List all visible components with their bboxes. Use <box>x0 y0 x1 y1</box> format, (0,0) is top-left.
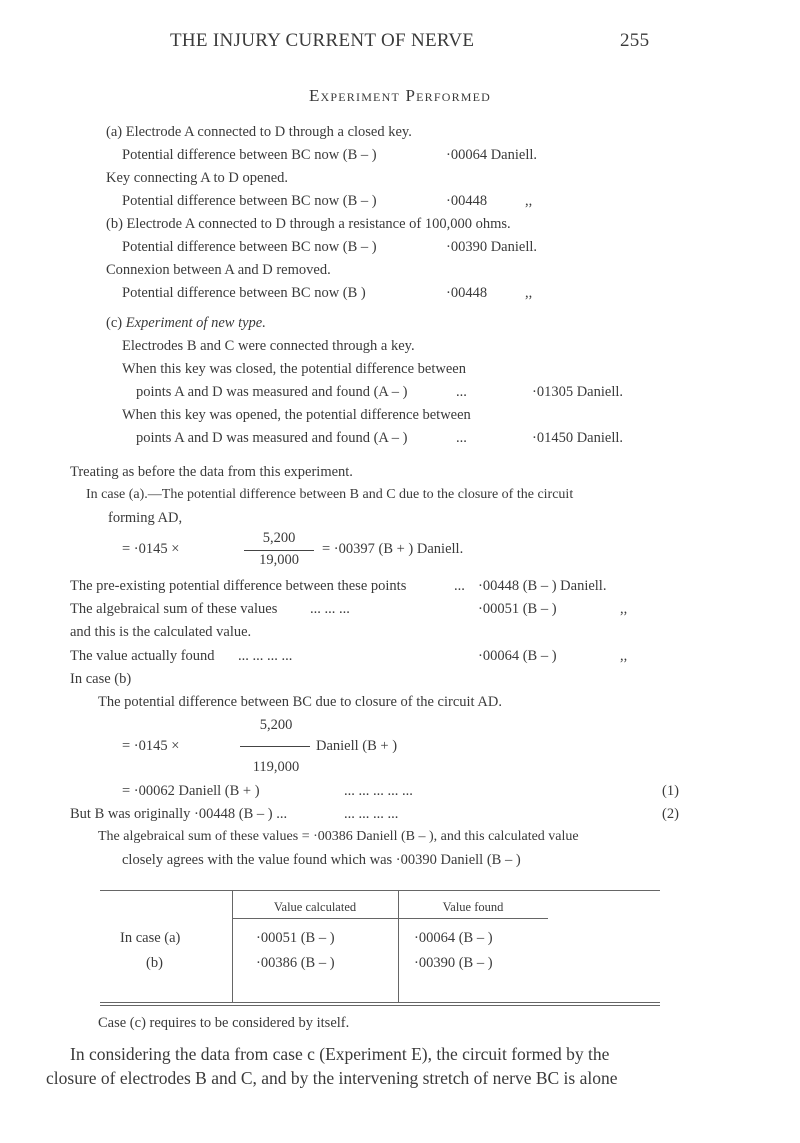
case-b-heading: (b) Electrode A connected to D through a resistance of 100,000 ohms. <box>106 216 511 232</box>
table-header: Value found <box>442 900 504 914</box>
ditto-mark: ,, <box>620 648 628 664</box>
case-b-line: Connexion between A and D removed. <box>106 262 331 278</box>
case-c-title: Experiment of new type. <box>125 315 266 331</box>
table-row-label: (b) <box>146 955 163 971</box>
algebraic-value: ·00051 (B – ) <box>478 601 557 617</box>
case-b-value: ·00448 <box>446 285 488 301</box>
fraction-bar <box>240 746 310 747</box>
table-bottom-rule <box>100 1005 660 1006</box>
case-a-value: ·00064 Daniell. <box>446 147 538 163</box>
running-title: THE INJURY CURRENT OF NERVE <box>170 30 475 51</box>
sum-line: closely agrees with the value found which was ·00390 Daniell (B – ) <box>122 852 521 868</box>
page-number: 255 <box>620 30 650 51</box>
table-cell: ·00064 (B – ) <box>414 930 493 946</box>
closing-line: closure of electrodes B and C, and by the intervening stretch of nerve BC is alone <box>46 1068 618 1088</box>
fraction-denominator: 19,000 <box>259 552 299 568</box>
leader-dots: ... ... ... ... <box>238 648 293 664</box>
table-cell: ·00390 (B – ) <box>414 955 493 971</box>
equation-ref: (2) <box>662 806 679 822</box>
ditto-mark: ,, <box>525 193 533 209</box>
original-line: But B was originally ·00448 (B – ) ... <box>70 806 288 822</box>
equation-right: Daniell (B + ) <box>316 738 398 754</box>
table-cell: ·00051 (B – ) <box>256 930 335 946</box>
fraction-bar <box>244 550 314 551</box>
treating-line: In case (a).—The potential difference between B and C due to the closure of the circuit <box>86 487 574 502</box>
table-header-rule <box>232 918 548 919</box>
equation-right: = ·00397 (B + ) Daniell. <box>322 541 464 557</box>
leader-dots: ... <box>456 384 467 400</box>
case-b-line: Potential difference between BC now (B – ) <box>122 239 377 255</box>
case-c-label: (c) <box>106 315 123 331</box>
ditto-mark: ,, <box>525 285 533 301</box>
actual-line: The value actually found <box>70 648 215 664</box>
fraction-numerator: 5,200 <box>262 530 296 546</box>
ditto-mark: ,, <box>620 601 628 617</box>
case-a-line: Potential difference between BC now (B – ) <box>122 147 377 163</box>
fraction-numerator: 5,200 <box>259 717 293 733</box>
case-c-heading <box>106 315 266 332</box>
case-a-value: ·00448 <box>446 193 488 209</box>
equation-result: = ·00062 Daniell (B + ) <box>122 783 260 799</box>
leader-dots: ... ... ... <box>310 601 350 617</box>
sum-line: The algebraical sum of these values = ·00386 Daniell (B – ), and this calculated value <box>98 829 579 844</box>
case-c-line: points A and D was measured and found (A – ) <box>136 384 408 400</box>
equation-ref: (1) <box>662 783 679 799</box>
section-title: Experiment Performed <box>308 86 492 105</box>
case-b-calc-line: The potential difference between BC due to closure of the circuit AD. <box>98 694 502 710</box>
table-header: Value calculated <box>273 900 357 914</box>
case-b-subhead: In case (b) <box>70 671 132 687</box>
treating-line: forming AD, <box>108 510 183 526</box>
leader-dots: ... <box>456 430 467 446</box>
closing-line: In considering the data from case c (Experiment E), the circuit formed by the <box>70 1044 610 1064</box>
case-c-value: ·01450 Daniell. <box>532 430 624 446</box>
pre-existing-line: The pre-existing potential difference between these points <box>70 578 407 594</box>
case-c-line: points A and D was measured and found (A – ) <box>136 430 408 446</box>
case-a-heading: (a) Electrode A connected to D through a closed key. <box>106 124 412 140</box>
calculated-note: and this is the calculated value. <box>70 624 252 640</box>
case-c-line: When this key was opened, the potential difference between <box>122 407 471 423</box>
case-c-line: Electrodes B and C were connected through a key. <box>122 338 415 354</box>
table-top-rule <box>100 890 660 891</box>
treating-intro: Treating as before the data from this experiment. <box>70 464 353 480</box>
case-b-line: Potential difference between BC now (B ) <box>122 285 366 301</box>
actual-value: ·00064 (B – ) <box>478 648 557 664</box>
equation-left: = ·0145 × <box>122 541 180 557</box>
table-bottom-rule <box>100 1002 660 1003</box>
case-a-line: Key connecting A to D opened. <box>106 170 289 186</box>
leader-dots: ... ... ... ... ... <box>344 783 413 799</box>
equation-left: = ·0145 × <box>122 738 180 754</box>
table-row-label: In case (a) <box>120 930 181 946</box>
case-c-note: Case (c) requires to be considered by itself. <box>98 1015 350 1031</box>
leader-dots: ... ... ... ... <box>344 806 399 822</box>
fraction-denominator: 119,000 <box>252 759 300 775</box>
case-c-line: When this key was closed, the potential difference between <box>122 361 466 377</box>
leader-dots: ... <box>454 578 465 594</box>
case-c-value: ·01305 Daniell. <box>532 384 624 400</box>
table-cell: ·00386 (B – ) <box>256 955 335 971</box>
pre-existing-value: ·00448 (B – ) Daniell. <box>478 578 607 594</box>
algebraic-line: The algebraical sum of these values <box>70 601 278 617</box>
case-b-value: ·00390 Daniell. <box>446 239 538 255</box>
case-a-line: Potential difference between BC now (B – ) <box>122 193 377 209</box>
